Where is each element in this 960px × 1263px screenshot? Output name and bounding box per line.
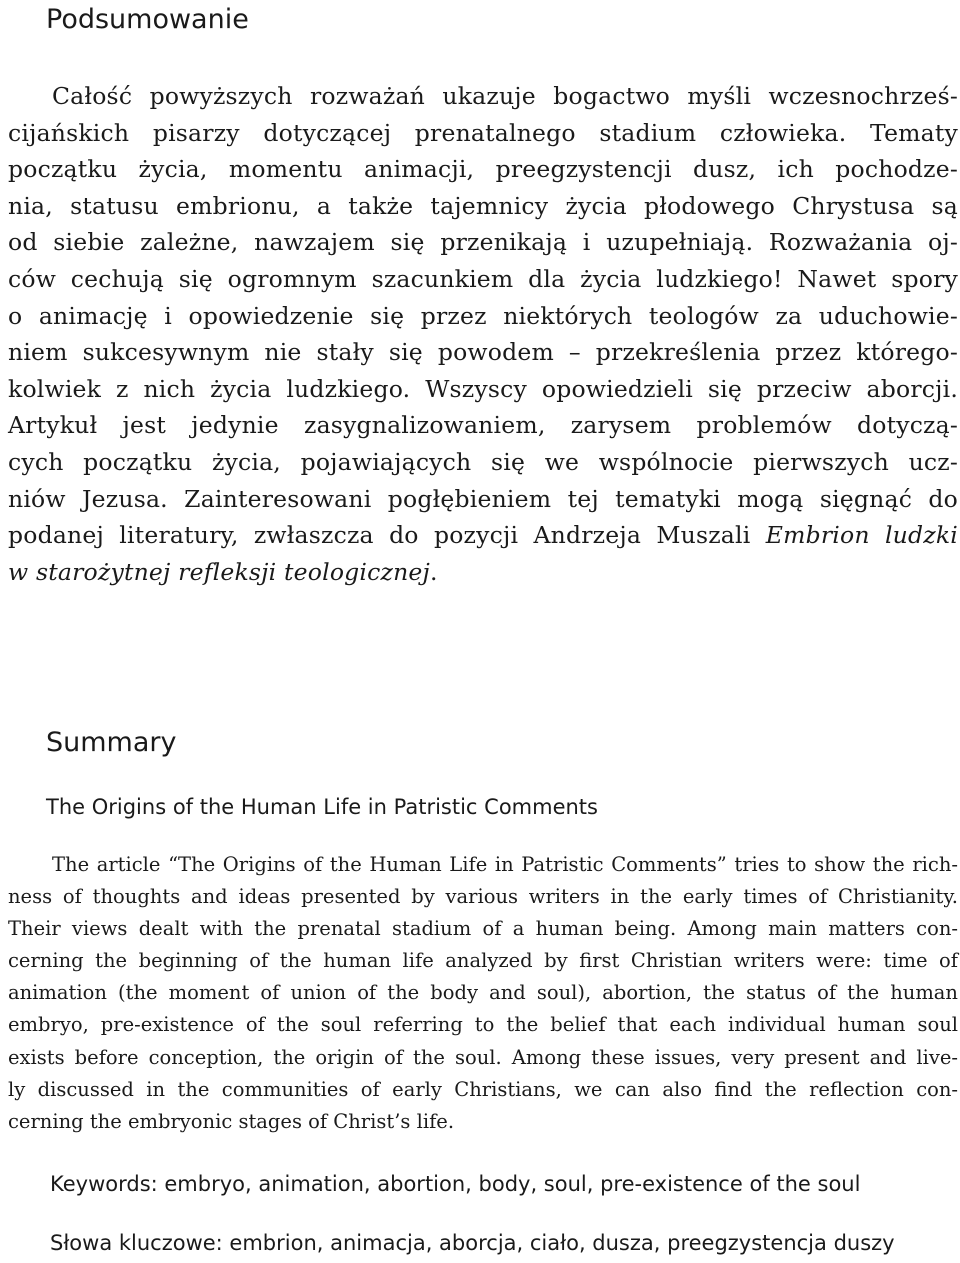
paragraph-line: The article “The Origins of the Human Life in Patristic Comments” tries to show the rich-: [52, 853, 958, 876]
summary-paragraph: [8, 849, 958, 1138]
paragraph-line: ly discussed in the communities of early Christians, we can also find the reflection con-: [8, 1077, 958, 1101]
paragraph-line: kolwiek z nich życia ludzkiego. Wszyscy opowiedzieli się przeciw aborcji.: [8, 374, 958, 403]
paragraph-line: ness of thoughts and ideas presented by various writers in the early times of Christianity.: [8, 885, 958, 909]
paragraph-line: cijańskich pisarzy dotyczącej prenatalnego stadium człowieka. Tematy: [8, 118, 958, 147]
paragraph-line: cerning the embryonic stages of Christ’s life.: [8, 1109, 455, 1133]
paragraph-line: początku życia, momentu animacji, preegzystencji dusz, ich pochodze-: [8, 155, 958, 184]
keywords-en: Keywords: embryo, animation, abortion, body, soul, pre-existence of the soul: [50, 1172, 861, 1196]
paragraph-line: nia, statusu embrionu, a także tajemnicy życia płodowego Chrystusa są: [8, 191, 958, 220]
paragraph-line: od siebie zależne, nawzajem się przenikają i uzupełniają. Rozważania oj-: [8, 228, 958, 257]
paragraph-line: embryo, pre-existence of the soul referring to the belief that each individual human soul: [8, 1013, 958, 1037]
paragraph-line: niów Jezusa. Zainteresowani pogłębieniem tej tematyki mogą sięgnąć do: [8, 484, 958, 513]
paragraph-line: animation (the moment of union of the body and soul), abortion, the status of the human: [8, 981, 958, 1005]
paragraph-line: [8, 554, 958, 591]
paragraph-text: podanej literatury, zwłaszcza do pozycji Andrzeja Muszali: [8, 521, 766, 550]
podsumowanie-paragraph: [8, 78, 958, 590]
section-heading-summary: Summary: [46, 727, 177, 758]
summary-title: The Origins of the Human Life in Patristic Comments: [46, 795, 598, 819]
paragraph-line: cerning the beginning of the human life analyzed by first Christian writers were: time of: [8, 949, 958, 973]
paragraph-text: .: [430, 557, 438, 586]
paragraph-line: exists before conception, the origin of the soul. Among these issues, very present and live-: [8, 1045, 958, 1069]
book-title: w starożytnej refleksji teologicznej: [8, 557, 431, 586]
keywords-pl: Słowa kluczowe: embrion, animacja, aborcja, ciało, dusza, preegzystencja duszy: [50, 1231, 895, 1255]
section-heading-podsumowanie: Podsumowanie: [46, 4, 249, 35]
paragraph-line: cych początku życia, pojawiających się we wspólnocie pierwszych ucz-: [8, 447, 958, 476]
book-title: Embrion ludzki: [765, 521, 958, 550]
paragraph-line: Artykuł jest jedynie zasygnalizowaniem, zarysem problemów dotyczą-: [8, 411, 958, 440]
paragraph-line: Their views dealt with the prenatal stadium of a human being. Among main matters con-: [8, 917, 958, 941]
paragraph-line: o animację i opowiedzenie się przez niektórych teologów za uduchowie-: [8, 301, 958, 330]
paragraph-line: niem sukcesywnym nie stały się powodem – przekreślenia przez którego-: [8, 338, 958, 367]
paragraph-line: Całość powyższych rozważań ukazuje bogactwo myśli wczesnochrześ-: [52, 82, 958, 110]
paragraph-line: ców cechują się ogromnym szacunkiem dla życia ludzkiego! Nawet spory: [8, 264, 958, 293]
paragraph-line: [8, 517, 958, 554]
